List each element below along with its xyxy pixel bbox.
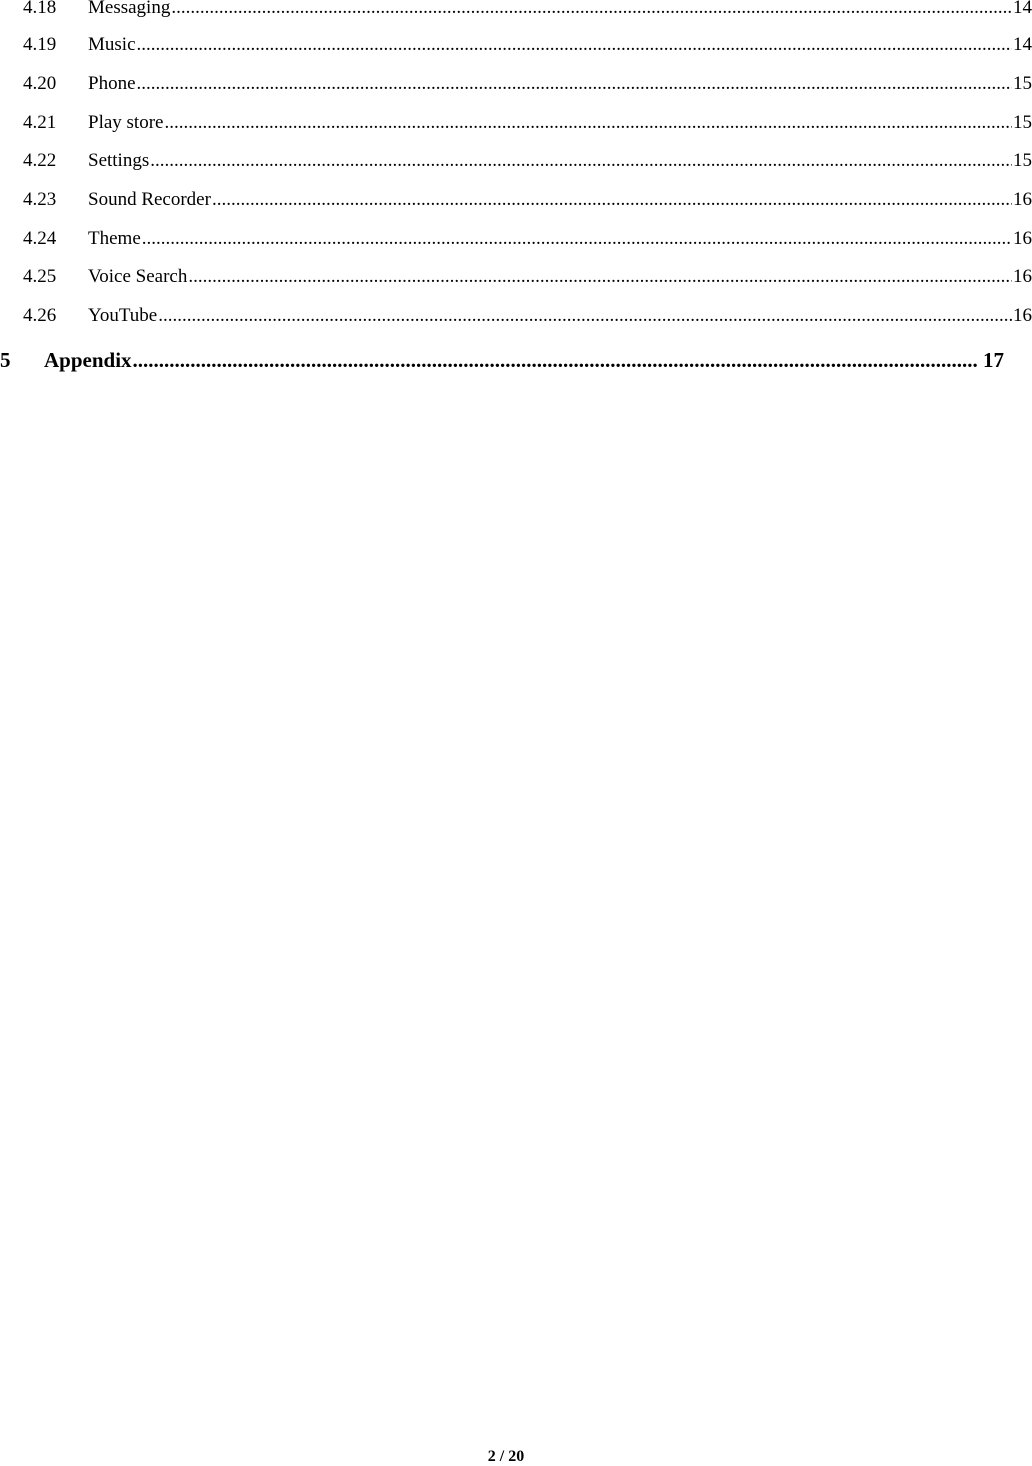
toc-entry-number: 4.25 bbox=[23, 266, 57, 287]
toc-entry[interactable] bbox=[0, 112, 1032, 134]
toc-entry-number: 4.24 bbox=[23, 228, 57, 249]
toc-dot-leader bbox=[212, 189, 1012, 211]
toc-entry-number: 4.19 bbox=[23, 34, 57, 55]
toc-entry-page: 15 bbox=[1013, 73, 1032, 94]
toc-entry-page: 15 bbox=[1013, 150, 1032, 171]
toc-dot-leader bbox=[171, 0, 1012, 19]
toc-entry[interactable] bbox=[0, 189, 1032, 211]
toc-entry-title: Play store bbox=[88, 112, 164, 133]
toc-dot-leader bbox=[158, 305, 1012, 327]
toc-entry-title: YouTube bbox=[88, 305, 158, 326]
toc-entry-title: Settings bbox=[88, 150, 150, 171]
toc-entry-page: 14 bbox=[1013, 34, 1032, 55]
toc-entry[interactable] bbox=[0, 228, 1032, 250]
toc-dot-leader bbox=[188, 266, 1012, 288]
toc-dot-leader bbox=[137, 34, 1013, 56]
toc-entry-number: 4.22 bbox=[23, 150, 57, 171]
toc-entry-title: Sound Recorder bbox=[88, 189, 211, 210]
toc-entry-number: 4.26 bbox=[23, 305, 57, 326]
toc-entry[interactable] bbox=[0, 0, 1032, 19]
toc-dot-leader bbox=[142, 228, 1012, 250]
toc-entry-number: 4.23 bbox=[23, 189, 57, 210]
toc-entry-title: Theme bbox=[88, 228, 141, 249]
toc-entry-title: Phone bbox=[88, 73, 136, 94]
toc-section-appendix[interactable] bbox=[0, 348, 1004, 373]
toc-entry-page: 14 bbox=[1013, 0, 1032, 18]
toc-entry[interactable] bbox=[0, 73, 1032, 95]
toc-entry-title: Music bbox=[88, 34, 136, 55]
toc-section-number: 5 bbox=[0, 348, 11, 372]
toc-entry-page: 16 bbox=[1013, 266, 1032, 287]
toc-entry-number: 4.18 bbox=[23, 0, 57, 18]
toc-entry[interactable] bbox=[0, 305, 1032, 327]
toc-entry-page: 16 bbox=[1013, 305, 1032, 326]
toc-dot-leader bbox=[164, 112, 1012, 134]
toc-entry-page: 16 bbox=[1013, 228, 1032, 249]
toc-entry-title: Voice Search bbox=[88, 266, 188, 287]
toc-entry-number: 4.21 bbox=[23, 112, 57, 133]
toc-entry[interactable] bbox=[0, 150, 1032, 172]
toc-entry[interactable] bbox=[0, 266, 1032, 288]
page-number-footer: 2 / 20 bbox=[487, 1448, 525, 1465]
toc-dot-leader bbox=[133, 348, 978, 373]
toc-entry-page: 15 bbox=[1013, 112, 1032, 133]
toc-dot-leader bbox=[137, 73, 1013, 95]
toc-section-page: 17 bbox=[983, 348, 1004, 372]
toc-entry-number: 4.20 bbox=[23, 73, 57, 94]
toc-entry-title: Messaging bbox=[88, 0, 171, 18]
toc-section-title: Appendix bbox=[44, 348, 132, 372]
toc-entry-page: 16 bbox=[1013, 189, 1032, 210]
toc-entry[interactable] bbox=[0, 34, 1032, 56]
toc-dot-leader bbox=[150, 150, 1012, 172]
